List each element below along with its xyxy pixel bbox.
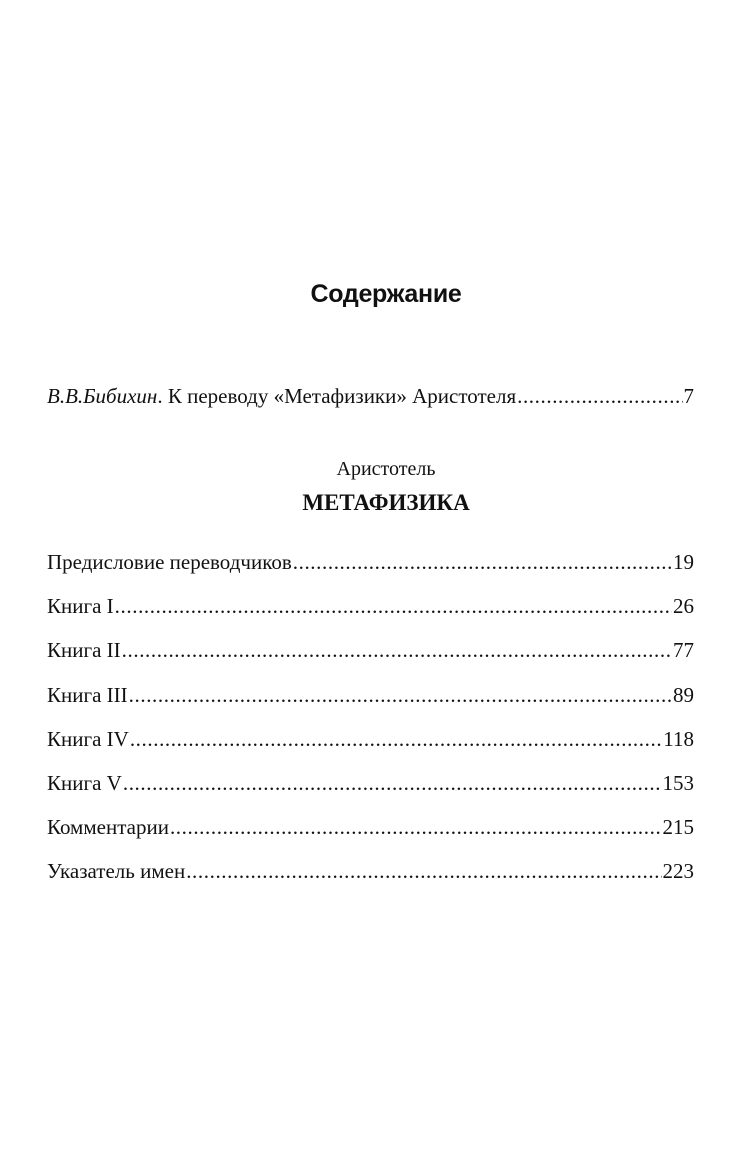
toc-entry-page: 77: [673, 638, 694, 662]
dot-leader: [115, 593, 672, 619]
toc-entry-label: Комментарии: [47, 815, 169, 839]
dot-leader: [170, 814, 662, 840]
work-title: МЕТАФИЗИКА: [302, 490, 470, 515]
toc-entry: [47, 770, 694, 796]
toc-entry-page: 118: [663, 727, 694, 751]
toc-entry: [47, 682, 694, 708]
toc-entry: [47, 593, 694, 619]
dot-leader: [186, 858, 661, 884]
toc-entry-author: В.В.Бибихин: [47, 384, 158, 408]
dot-leader: [293, 549, 672, 575]
dot-leader: [129, 682, 672, 708]
dot-leader: [517, 383, 682, 409]
toc-entry-page: 7: [683, 384, 694, 408]
dot-leader: [123, 770, 662, 796]
toc-entry-page: 153: [662, 771, 694, 795]
toc-entry-page: 215: [662, 815, 694, 839]
toc-entry-label: Указатель имен: [47, 859, 186, 883]
work-author: Аристотель: [336, 458, 436, 480]
toc-entry-label: Предисловие переводчиков: [47, 550, 292, 574]
toc-entry: [47, 814, 694, 840]
toc-entry: [47, 637, 694, 663]
toc-entry-label: Книга IV: [47, 727, 129, 751]
toc-entry-page: 89: [673, 683, 694, 707]
toc-entry: [47, 726, 694, 752]
toc-entry: [47, 858, 694, 884]
dot-leader: [122, 637, 672, 663]
toc-entry-page: 26: [673, 594, 694, 618]
toc-entry-label: Книга III: [47, 683, 128, 707]
toc-entry: [47, 549, 694, 575]
toc-entry-label: Книга V: [47, 771, 122, 795]
toc-entry-title: . К переводу «Метафизики» Аристотеля: [157, 384, 517, 408]
dot-leader: [130, 726, 662, 752]
toc-entry-page: 223: [662, 859, 694, 883]
toc-entry-label: [47, 383, 516, 409]
toc-entry-label: Книга II: [47, 638, 121, 662]
toc-entry-intro: [47, 383, 694, 409]
page-title: Содержание: [310, 280, 462, 308]
toc-entry-label: Книга I: [47, 594, 114, 618]
toc-entry-page: 19: [673, 550, 694, 574]
